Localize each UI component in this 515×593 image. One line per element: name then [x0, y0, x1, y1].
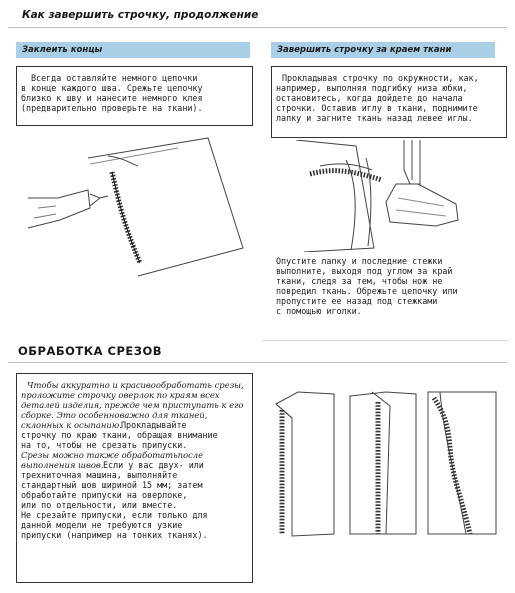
- overlock-text-box: [16, 373, 253, 583]
- overlock-line-16: припуски (например на тонких тканях).: [21, 530, 208, 540]
- overlock-italic-line-2: проложите строчку оверлок по краям всех: [21, 390, 220, 400]
- seam-finish-illustration-3: [426, 388, 502, 538]
- seam-finish-illustration-1: [268, 388, 340, 538]
- serged-edge: [310, 171, 382, 180]
- header-rule: [8, 27, 507, 28]
- section-title: ОБРАБОТКА СРЕЗОВ: [18, 344, 162, 358]
- right-text-box: [271, 66, 507, 138]
- left-text-box: [16, 66, 253, 126]
- left-text-line-4: (предварительно проверьте на ткани).: [21, 103, 203, 113]
- overlock-line-14: Не срезайте припуски, если только для: [21, 510, 208, 520]
- right-bottom-line-6: с помощью иголки.: [276, 306, 362, 316]
- overlock-italic-line-9: выполнения швов.: [21, 460, 104, 470]
- glue-chain-illustration: [28, 128, 248, 278]
- left-section-band: Заклеить концы: [16, 42, 250, 58]
- right-bottom-line-1: Опустите лапку и последние стежки: [276, 256, 443, 266]
- overlock-line-6: строчку по краю ткани, обращая внимание: [21, 430, 218, 440]
- overlock-line-11: стандартный шов шириной 15 мм; затем: [21, 480, 203, 490]
- right-bottom-line-5: пропустите ее назад под стежками: [276, 296, 438, 306]
- overlock-line-7: на то, чтобы не срезать припуски.: [21, 440, 188, 450]
- overlock-line-10: трехниточная машина, выполняйте: [21, 470, 178, 480]
- section-rule: [8, 362, 507, 363]
- right-text-line-5: лапку и загните ткань назад левее иглы.: [276, 113, 473, 123]
- right-text-line-1: Прокладывая строчку по окружности, как,: [282, 73, 479, 83]
- seam-finish-illustration-2: [346, 388, 422, 538]
- right-text-line-3: остановитесь, когда дойдете до начала: [276, 93, 463, 103]
- overlock-line-15: данной модели не требуются узкие: [21, 520, 183, 530]
- overlock-line-12: обработайте припуски на оверлоке,: [21, 490, 188, 500]
- overlock-line-13: или по отдельности, или вместе.: [21, 500, 178, 510]
- overlock-italic-line-5: склонных к осыпанию.: [21, 420, 122, 430]
- overlock-italic-line-4: сборке. Это особенноважно для тканей,: [21, 410, 208, 420]
- overlock-mono-tail: Если у вас двух- или: [103, 460, 204, 470]
- overlock-italic-line-8: Срезы можно также обработатьпосле: [21, 450, 204, 460]
- left-text-line-2: в конце каждого шва. Срежьте цепочку: [21, 83, 203, 93]
- right-bottom-line-4: повредил ткань. Обрежьте цепочку или: [276, 286, 458, 296]
- page-header-title: Как завершить строчку, продолжение: [22, 9, 259, 21]
- left-text-line-1: Всегда оставляйте немного цепочки: [31, 73, 198, 83]
- overlock-italic-tail: Прокладывайте: [121, 420, 187, 430]
- right-bottom-line-3: ткани, следя за тем, чтобы нож не: [276, 276, 443, 286]
- serged-chain: [112, 172, 140, 263]
- overlock-italic-line-1: Чтобы аккуратно и красивообработать срезы,: [27, 380, 244, 390]
- left-text-line-3: близко к шву и нанесите немного клея: [21, 93, 203, 103]
- right-text-line-4: строчки. Оставив иглу в ткани, поднимите: [276, 103, 478, 113]
- presser-foot-illustration: [286, 140, 476, 252]
- divider-rule: [262, 340, 508, 341]
- right-text-line-2: например, выполняя подгибку низа юбки,: [276, 83, 468, 93]
- right-section-band: Завершить строчку за краем ткани: [271, 42, 495, 58]
- right-bottom-line-2: выполните, выходя под углом за край: [276, 266, 453, 276]
- overlock-italic-line-3: деталей изделия, прежде чем приступать к его: [21, 400, 244, 410]
